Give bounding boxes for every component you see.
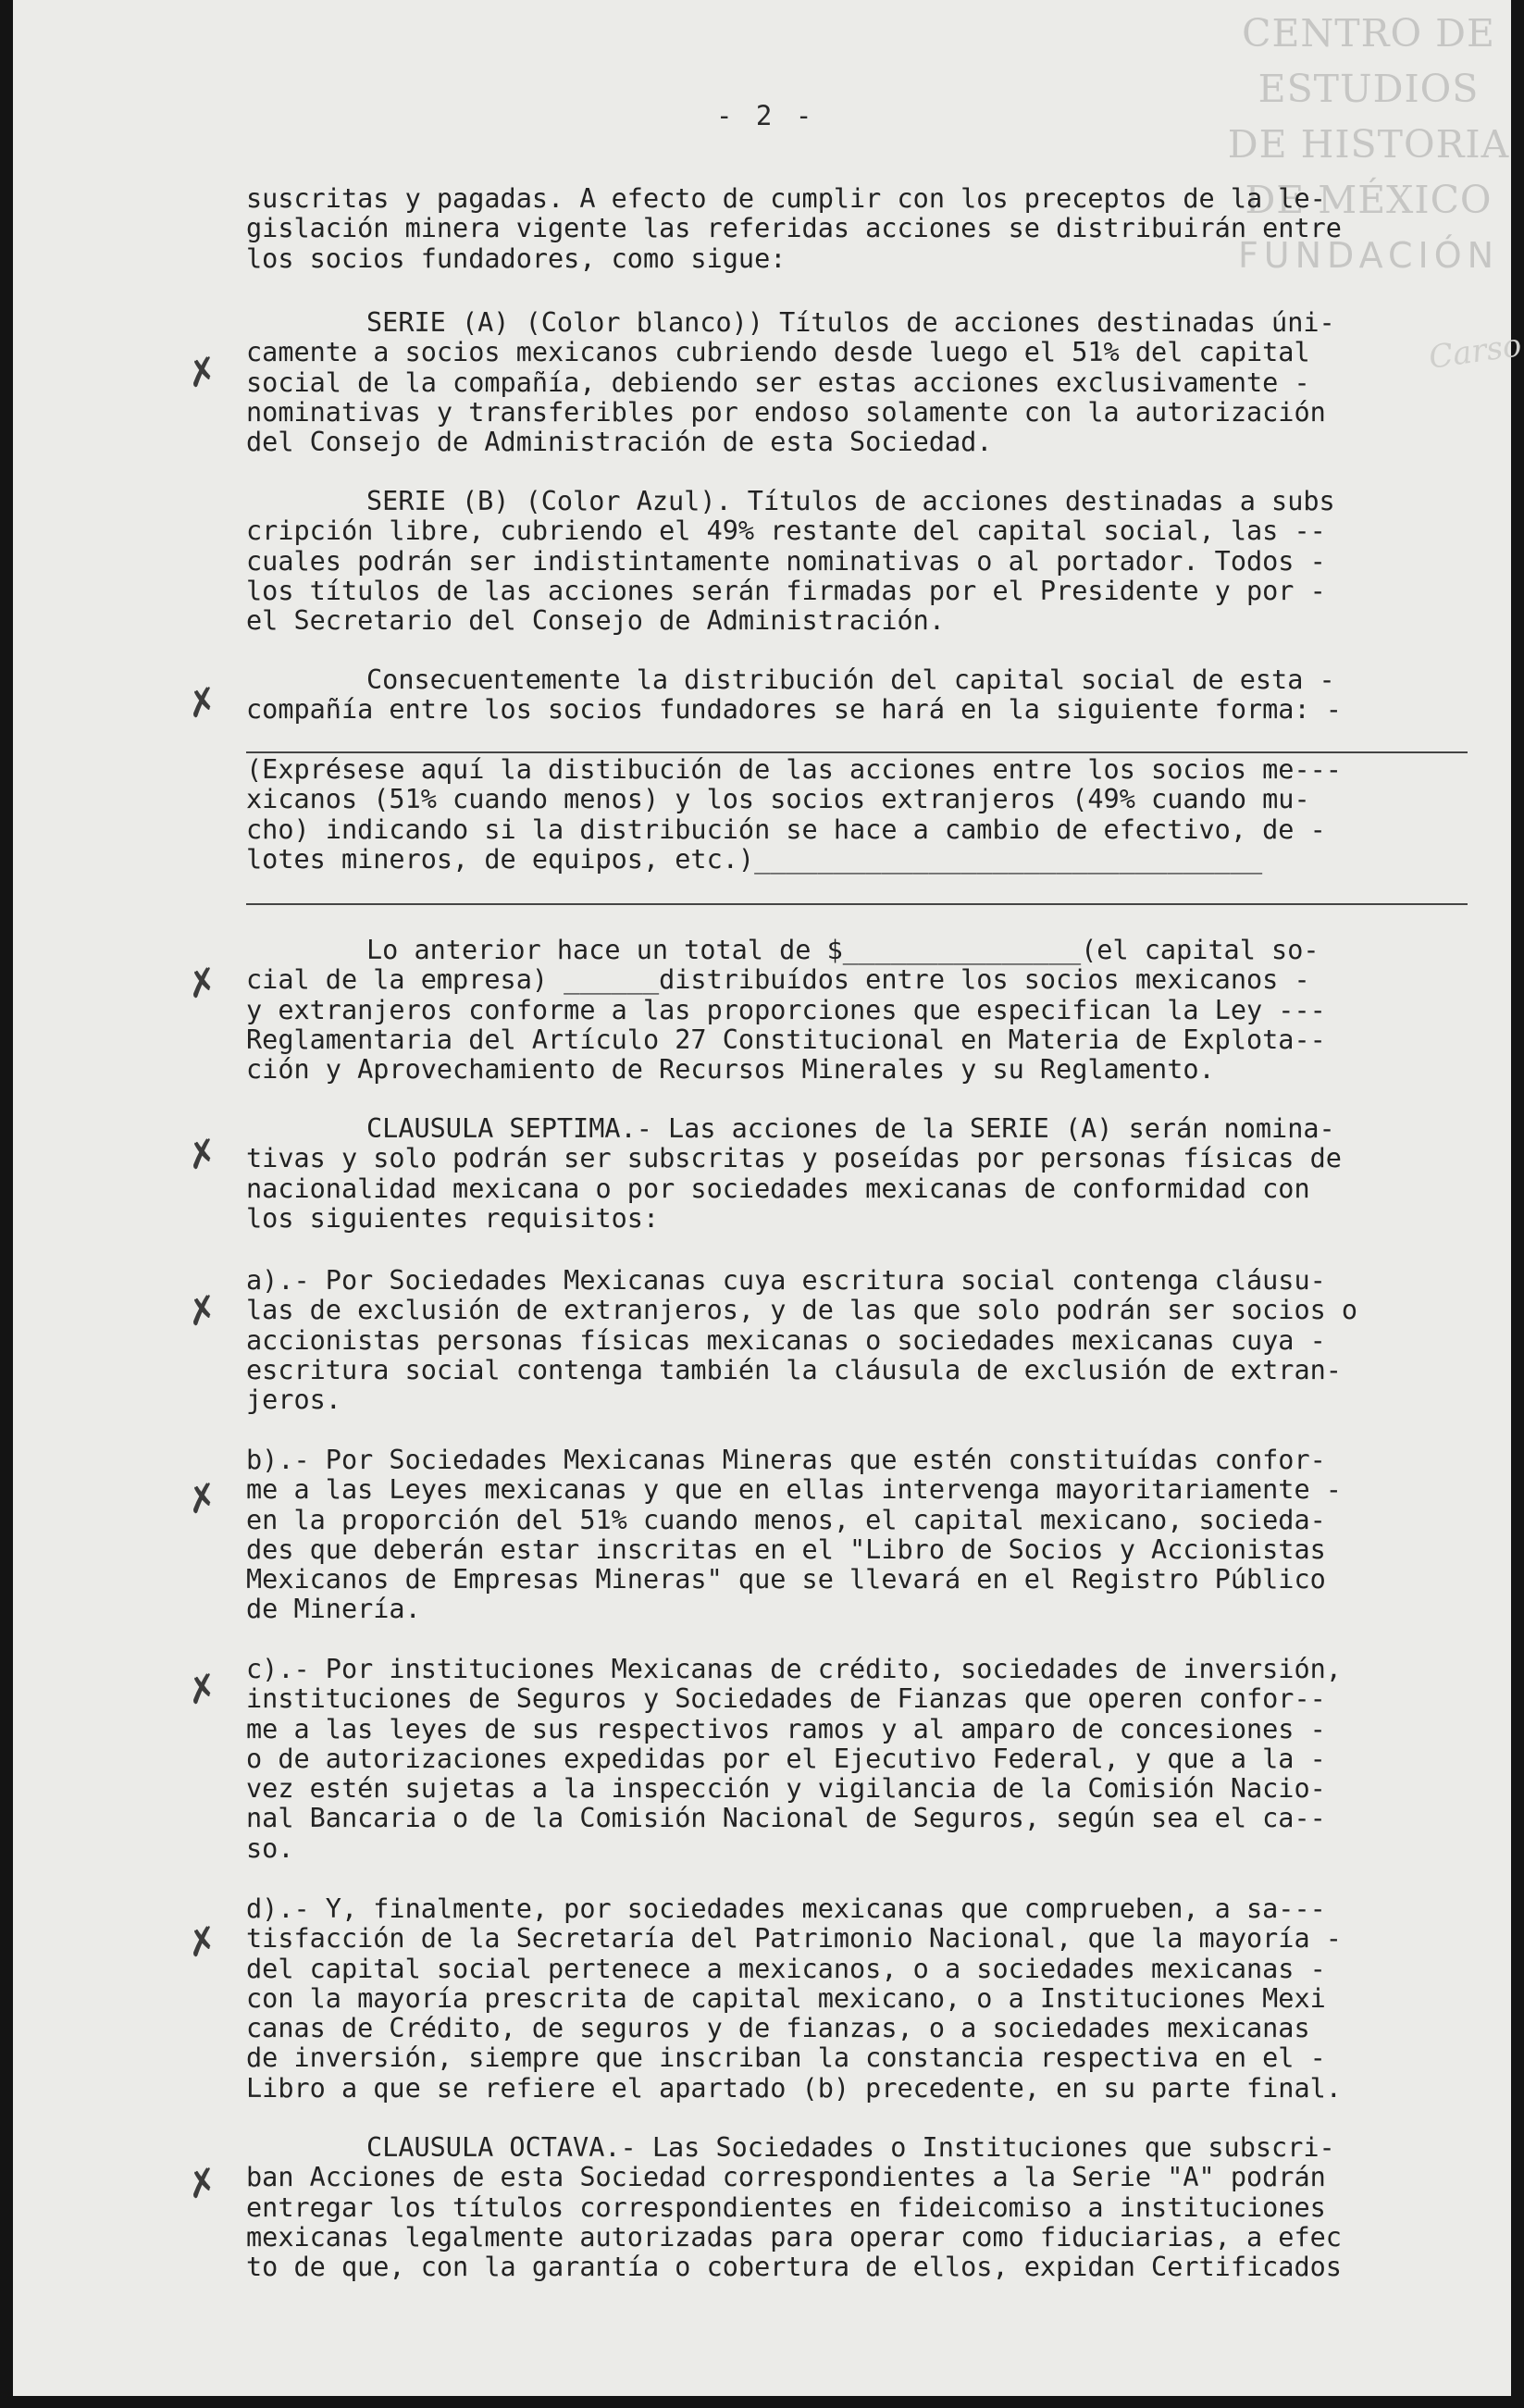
margin-check-mark: ✗ (182, 1131, 222, 1179)
watermark-line: FUNDACIÓN (1237, 235, 1500, 276)
document-page (13, 0, 1524, 2396)
paragraph-item-c: c).- Por instituciones Mexicanas de crédito, sociedades de inversión, instituciones de Seguros y Sociedades de Fianzas que operen confor-- me a las leyes de sus respectivos ramos y al amparo de concesiones - o de autorizaciones expedidas por el Ejecutivo Federal, y que a la - vez estén sujetas a la inspección y vigilancia de la Comisión Nacio- nal Bancaria o de la Comisión Nacional de Seguros, según sea el ca-- so. (246, 1654, 1342, 1864)
page-number: - 2 - (716, 100, 816, 131)
margin-check-mark: ✗ (182, 1475, 222, 1523)
watermark-signature: Carso (1426, 327, 1524, 377)
paragraph-item-d: d).- Y, finalmente, por sociedades mexicanas que comprueben, a sa--- tisfacción de la Secretaría del Patrimonio Nacional, que la mayoría - del capital social pertenece a mexicanos, o a sociedades mexicanas - con la mayoría prescrita de capital mexicano, o a Instituciones Mexi canas de Crédito, de seguros y de fianzas, o a sociedades mexicanas de inversión, siempre que inscriban la constancia respectiva en el - Libro a que se refiere el apartado (b) precedente, en su parte final. (246, 1893, 1342, 2104)
fill-in-rule (246, 751, 1468, 753)
paragraph-distribution: Consecuentemente la distribución del capital social de esta - compañía entre los socios fundadores se hará en la siguiente forma: - (246, 664, 1342, 726)
margin-check-mark: ✗ (182, 1666, 222, 1714)
paragraph-item-b: b).- Por Sociedades Mexicanas Mineras que estén constituídas confor- me a las Leyes mexicanas y que en ellas intervenga mayoritariamente - en la proporción del 51% cuando menos, el capital mexicano, socieda- des que deberán estar inscritas en el "Libro de Socios y Accionistas Mexicanos de Empresas Mineras" que se llevará en el Registro Público de Minería. (246, 1445, 1342, 1625)
paragraph-serie-b: SERIE (B) (Color Azul). Títulos de acciones destinadas a subs cripción libre, cubriendo el 49% restante del capital social, las -- cuales podrán ser indistintamente nominativas o al portador. Todos - los títulos de las acciones serán firmadas por el Presidente y por - el Secretario del Consejo de Administración. (246, 486, 1335, 637)
paragraph-serie-a: SERIE (A) (Color blanco)) Títulos de acciones destinadas úni- camente a socios mexicanos cubriendo desde luego el 51% del capital social de la compañía, debiendo ser estas acciones exclusivamente - nominativas y transferibles por endoso solamente con la autorización del Consejo de Administración de esta Sociedad. (246, 307, 1335, 458)
paragraph-fill-in-instructions: (Exprésese aquí la distibución de las acciones entre los socios me--- xicanos (51% cuando menos) y los socios extranjeros (49% cuando mu- cho) indicando si la distribución se hace a cambio de efectivo, de - lotes mineros, de equipos, etc.)________________________________ (246, 754, 1342, 875)
margin-check-mark: ✗ (182, 679, 222, 727)
paragraph-total: Lo anterior hace un total de $_______________(el capital so- cial de la empresa) ______distribuídos entre los socios mexicanos - y extranjeros conforme a las proporciones que especifican la Ley --- Reglamentaria del Artículo 27 Constitucional en Materia de Explota-- ción y Aprovechamiento de Recursos Minerales y su Reglamento. (246, 935, 1326, 1086)
watermark-line: DE HISTORIA (1227, 122, 1510, 167)
margin-check-mark: ✗ (182, 960, 222, 1008)
margin-check-mark: ✗ (182, 349, 222, 397)
margin-check-mark: ✗ (182, 2160, 222, 2208)
paragraph-clausula-septima: CLAUSULA SEPTIMA.- Las acciones de la SERIE (A) serán nomina- tivas y solo podrán ser subscritas y poseídas por personas físicas de nacionalidad mexicana o por sociedades mexicanas de conformidad con los siguientes requisitos: (246, 1113, 1342, 1234)
watermark-line: ESTUDIOS (1258, 67, 1480, 111)
paragraph-item-a: a).- Por Sociedades Mexicanas cuya escritura social contenga cláusu- las de exclusión de extranjeros, y de las que solo podrán ser socios o accionistas personas físicas mexicanas o sociedades mexicanas cuya - escritura social contenga también la cláusula de exclusión de extran- jeros. (246, 1265, 1358, 1416)
margin-check-mark: ✗ (182, 1918, 222, 1967)
margin-check-mark: ✗ (182, 1287, 222, 1335)
fill-in-rule (246, 903, 1468, 905)
watermark-line: DE MÉXICO (1245, 178, 1493, 222)
paragraph-clausula-octava: CLAUSULA OCTAVA.- Las Sociedades o Instituciones que subscri- ban Acciones de esta Sociedad correspondientes a la Serie "A" podrán entregar los títulos correspondientes en fideicomiso a instituciones mexicanas legalmente autorizadas para operar como fiduciarias, a efec to de que, con la garantía o cobertura de ellos, expidan Certificados (246, 2132, 1342, 2283)
paragraph-intro: suscritas y pagadas. A efecto de cumplir con los preceptos de la le- gislación minera vigente las referidas acciones se distribuirán entre los socios fundadores, como sigue: (246, 183, 1342, 274)
watermark-line: CENTRO DE (1242, 11, 1495, 56)
